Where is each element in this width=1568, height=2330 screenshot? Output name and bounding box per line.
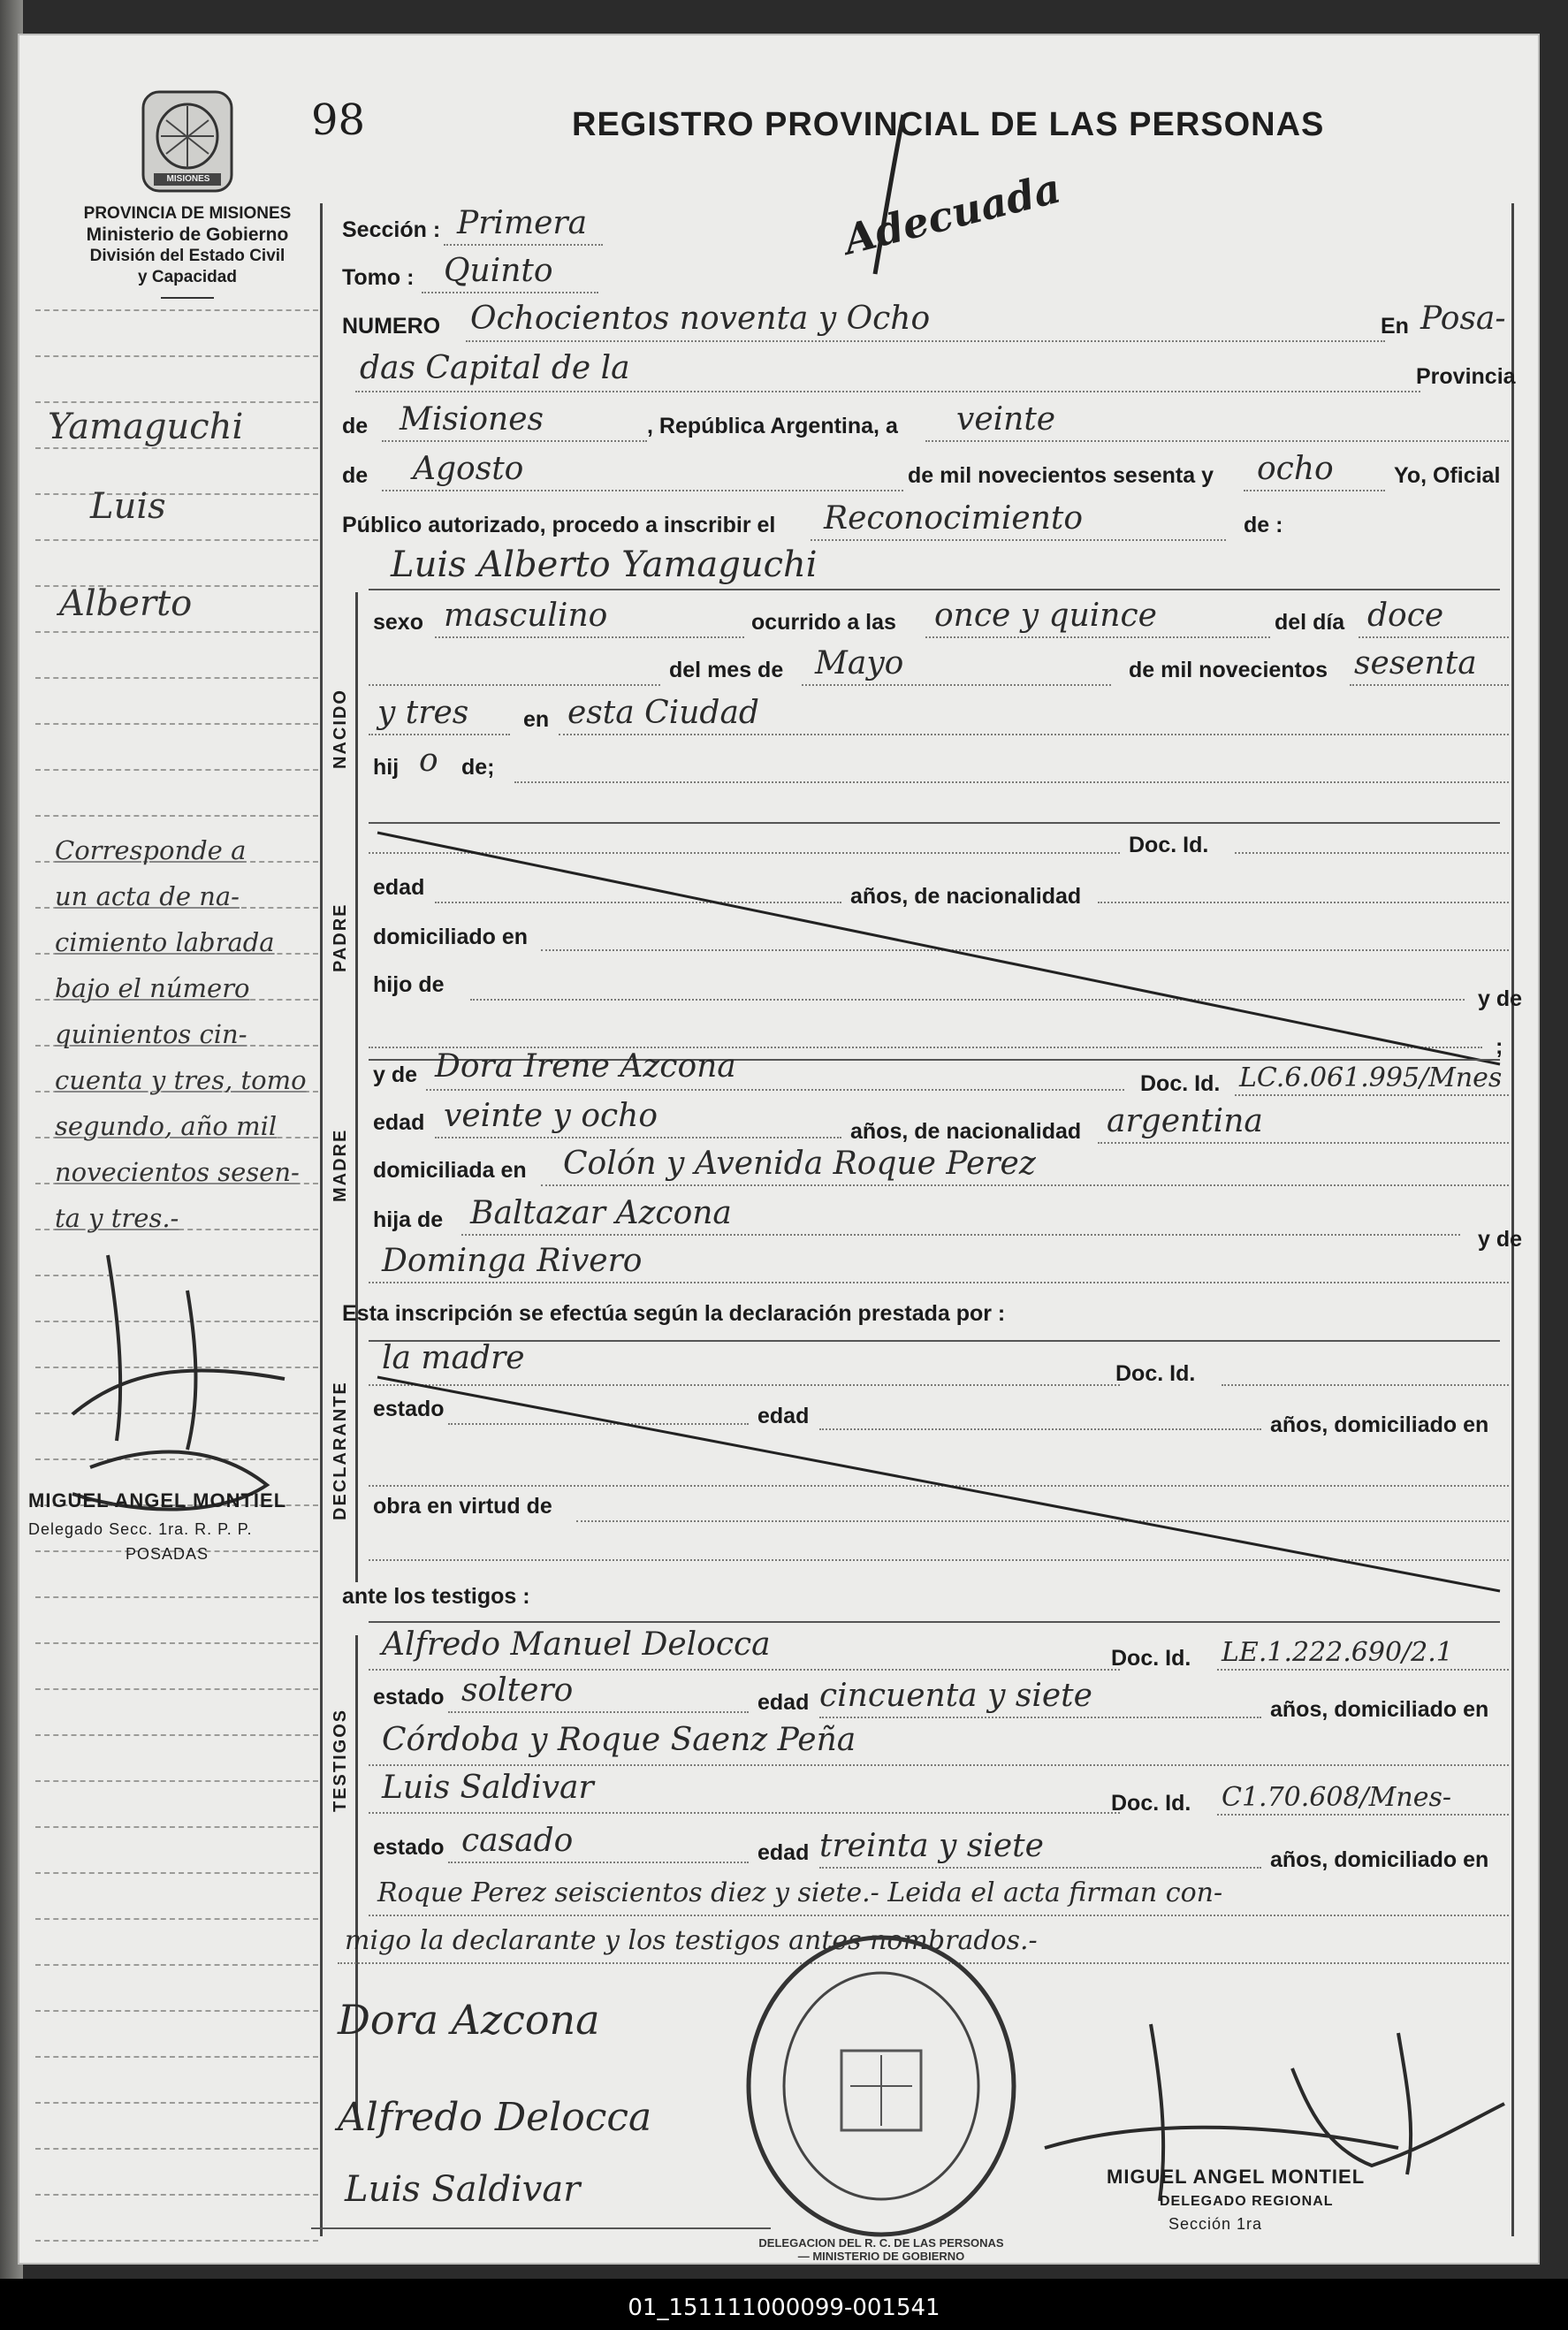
line-numero	[466, 340, 1385, 342]
label-obra: obra en virtud de	[373, 1494, 552, 1519]
margin-note-4: bajo el número	[55, 973, 250, 1003]
margin-rule-line	[35, 1688, 318, 1690]
line-hij	[514, 781, 1509, 783]
section-label-nacido: NACIDO	[331, 689, 350, 769]
value-cierre-1: Roque Perez seiscientos diez y siete.- Leida el acta firman con-	[377, 1877, 1223, 1908]
line-mes-nac	[802, 684, 1111, 686]
margin-rule-line	[35, 447, 318, 449]
label-madre-edad: edad	[373, 1110, 425, 1135]
ministry-divider	[161, 297, 214, 299]
page-title: REGISTRO PROVINCIAL DE LAS PERSONAS	[572, 106, 1325, 143]
line-testigo1-dom	[369, 1764, 1509, 1766]
margin-rule-line	[35, 1734, 318, 1736]
label-numero: NUMERO	[342, 314, 441, 339]
line-testigo2-edad	[819, 1867, 1261, 1869]
margin-rule-line	[35, 493, 318, 495]
value-ano: ocho	[1257, 451, 1334, 487]
label-de-prov: de	[342, 414, 369, 438]
value-city: das Capital de la	[360, 350, 630, 386]
value-testigo2-edad: treinta y siete	[819, 1828, 1044, 1864]
margin-rule-line	[35, 1964, 318, 1966]
value-testigo1-nombre: Alfredo Manuel Delocca	[382, 1626, 771, 1663]
line-testigo1-edad	[819, 1717, 1261, 1718]
margin-rule-line	[35, 401, 318, 403]
section-label-declarante: DECLARANTE	[331, 1381, 350, 1520]
value-nombre: Luis Alberto Yamaguchi	[391, 544, 818, 585]
label-madre-nac: años, de nacionalidad	[850, 1119, 1082, 1144]
value-seccion: Primera	[457, 205, 588, 241]
margin-rule-line	[35, 2148, 318, 2150]
label-testigo1-anos: años, domiciliado en	[1270, 1697, 1489, 1722]
footer-official-name: MIGUEL ANGEL MONTIEL	[1107, 2166, 1366, 2188]
value-madre-nombre: Dora Irene Azcona	[435, 1048, 736, 1085]
line-cierre-1	[369, 1915, 1509, 1916]
image-caption: 01_151111000099-001541	[628, 2295, 940, 2321]
line-madre-nac	[1098, 1142, 1509, 1144]
margin-rule-line	[35, 309, 318, 311]
value-hora: once y quince	[934, 598, 1157, 634]
label-testigo2-doc: Doc. Id.	[1111, 1791, 1191, 1816]
line-dia-nac	[1359, 636, 1509, 638]
margin-rule-line	[35, 1918, 318, 1920]
line-testigo2-estado	[448, 1862, 749, 1863]
testigos-top-rule	[369, 1621, 1500, 1623]
label-republica: , República Argentina, a	[647, 414, 898, 438]
section-label-testigos: TESTIGOS	[331, 1708, 350, 1812]
signature-madre: Dora Azcona	[338, 1996, 600, 2044]
label-sexo: sexo	[373, 610, 423, 635]
seal-caption: MISIONES	[166, 174, 210, 184]
margin-rule-line	[35, 2194, 318, 2196]
line-ano-nac	[1350, 684, 1509, 686]
label-provincia: Provincia	[1416, 364, 1516, 389]
label-de-hij: de;	[461, 755, 495, 780]
value-lugar: esta Ciudad	[567, 695, 759, 731]
label-madre-hija: hija de	[373, 1207, 444, 1232]
value-declarante: la madre	[382, 1340, 525, 1376]
value-testigo2-nombre: Luis Saldivar	[382, 1770, 594, 1806]
section-label-madre: MADRE	[331, 1128, 350, 1202]
line-nombre	[369, 589, 1500, 590]
label-de-acto: de :	[1244, 513, 1283, 537]
ministry-line-2: Ministerio de Gobierno	[86, 225, 289, 245]
margin-rule-line	[35, 631, 318, 633]
margin-rule-line	[35, 1642, 318, 1644]
margin-note-6: cuenta y tres, tomo	[55, 1065, 307, 1095]
value-madre-padre: Baltazar Azcona	[470, 1195, 732, 1231]
section-label-padre: PADRE	[331, 902, 350, 972]
label-padre-nac: años, de nacionalidad	[850, 884, 1082, 909]
line-madre-doc	[1235, 1094, 1509, 1096]
label-de-mil: de mil novecientos sesenta y	[908, 463, 1214, 488]
line-ano	[1244, 490, 1385, 491]
margin-rule-line	[35, 1780, 318, 1782]
label-padre-dom: domiciliado en	[373, 925, 529, 949]
label-testigo1-estado: estado	[373, 1685, 445, 1709]
margin-rule-line	[35, 539, 318, 541]
label-padre-semicolon: ;	[1496, 1034, 1503, 1059]
signature-testigo2: Luis Saldivar	[345, 2169, 581, 2210]
label-esta-inscripcion: Esta inscripción se efectúa según la declaración prestada por :	[342, 1301, 1006, 1326]
label-madre-dom: domiciliada en	[373, 1158, 527, 1183]
label-padre-hijo: hijo de	[373, 972, 445, 997]
label-ante-testigos: ante los testigos :	[342, 1584, 530, 1609]
value-madre-nac: argentina	[1107, 1103, 1263, 1139]
value-mes: Agosto	[413, 451, 524, 487]
label-seccion: Sección :	[342, 217, 441, 242]
official-round-seal-icon	[735, 1927, 1027, 2245]
stamp-stroke-icon	[868, 106, 921, 283]
line-seccion	[444, 244, 603, 246]
margin-official-city: POSADAS	[126, 1545, 209, 1563]
value-dia: veinte	[956, 401, 1056, 438]
label-padre-doc: Doc. Id.	[1129, 833, 1209, 857]
label-del-dia: del día	[1275, 610, 1345, 635]
value-testigo2-doc: C1.70.608/Mnes-	[1222, 1782, 1451, 1813]
adecuada-stamp: Adecuada	[839, 164, 1066, 264]
registry-page	[19, 35, 1538, 2263]
label-testigo2-anos: años, domiciliado en	[1270, 1847, 1489, 1872]
margin-official-title: Delegado Secc. 1ra. R. P. P.	[28, 1520, 253, 1538]
margin-rule-line	[35, 677, 318, 679]
label-en: En	[1381, 314, 1409, 339]
margin-rule-line	[35, 1872, 318, 1874]
ministry-block	[46, 203, 329, 299]
margin-rule-line	[35, 1826, 318, 1828]
line-madre-edad	[435, 1137, 841, 1138]
margin-note-3: cimiento labrada	[55, 927, 275, 957]
value-madre-madre: Dominga Rivero	[382, 1243, 643, 1279]
line-blank-mes	[369, 684, 660, 686]
left-margin-rule	[320, 203, 323, 2236]
margin-rule-line	[35, 2010, 318, 2012]
value-testigo1-dom: Córdoba y Roque Saenz Peña	[382, 1722, 856, 1758]
line-provincia	[382, 440, 647, 442]
label-madre-doc: Doc. Id.	[1140, 1071, 1221, 1096]
label-declarante-anos: años, domiciliado en	[1270, 1412, 1489, 1437]
value-sexo: masculino	[444, 598, 608, 634]
label-hij: hij	[373, 755, 400, 780]
label-tomo: Tomo :	[342, 265, 415, 290]
value-madre-dom: Colón y Avenida Roque Perez	[563, 1146, 1036, 1182]
value-provincia: Misiones	[400, 401, 544, 438]
line-madre-madre	[369, 1282, 1509, 1283]
line-testigo1-estado	[448, 1711, 749, 1713]
line-city	[355, 391, 1420, 392]
footer-official-section: Sección 1ra	[1168, 2215, 1263, 2233]
value-madre-edad: veinte y ocho	[444, 1098, 658, 1134]
value-acto: Reconocimiento	[824, 500, 1084, 537]
ministry-line-3: División del Estado Civil	[89, 247, 285, 265]
line-testigo2-nombre	[369, 1812, 1120, 1814]
margin-rule-line	[35, 815, 318, 817]
footer-official-title: DELEGADO REGIONAL	[1160, 2194, 1334, 2209]
value-ano-nac-b: y tres	[377, 695, 469, 731]
label-madre-y-de: y de	[373, 1062, 418, 1087]
value-dia-nac: doce	[1367, 598, 1444, 634]
line-tomo	[422, 292, 598, 293]
label-testigo2-estado: estado	[373, 1835, 445, 1860]
margin-note-5: quinientos cin-	[55, 1019, 247, 1049]
value-testigo1-estado: soltero	[461, 1672, 574, 1709]
margin-rule-line	[35, 355, 318, 357]
label-padre-y-de: y de	[1478, 986, 1523, 1011]
label-del-mes: del mes de	[669, 658, 784, 682]
label-declarante-doc: Doc. Id.	[1115, 1361, 1196, 1386]
signature-testigo1: Alfredo Delocca	[338, 2095, 652, 2140]
margin-rule-line	[35, 2056, 318, 2058]
line-madre-dom	[541, 1184, 1509, 1186]
label-en-lugar: en	[523, 707, 550, 732]
margin-note-9: ta y tres.-	[55, 1203, 179, 1233]
margin-rule-line	[35, 2102, 318, 2104]
value-en: Posa-	[1420, 301, 1506, 337]
line-testigo1-doc	[1217, 1669, 1509, 1671]
label-ocurrido: ocurrido a las	[751, 610, 896, 635]
line-dia	[925, 440, 1509, 442]
label-declarante-edad: edad	[757, 1404, 810, 1428]
margin-note-7: segundo, año mil	[55, 1111, 278, 1141]
margin-note-1: Corresponde a	[55, 835, 247, 865]
margin-signature-icon	[55, 1237, 320, 1529]
line-testigo1-nombre	[369, 1669, 1120, 1671]
label-declarante-estado: estado	[373, 1397, 445, 1421]
label-publico: Público autorizado, procedo a inscribir el	[342, 513, 776, 537]
line-testigo2-doc	[1217, 1814, 1509, 1816]
label-padre-edad: edad	[373, 875, 425, 900]
margin-official-name: MIGUEL ANGEL MONTIEL	[28, 1489, 287, 1511]
signature-baseline	[311, 2227, 771, 2229]
margin-rule-line	[35, 723, 318, 725]
value-testigo2-estado: casado	[461, 1823, 574, 1859]
padre-cancel-stroke	[369, 824, 1509, 1071]
line-sexo	[435, 636, 744, 638]
ministry-line-4: y Capacidad	[138, 268, 237, 286]
value-mes-nac: Mayo	[815, 645, 904, 681]
line-mes	[382, 490, 903, 491]
value-ano-nac-a: sesenta	[1354, 645, 1477, 681]
line-ano-nac-b	[369, 734, 510, 735]
margin-rule-line	[35, 1596, 318, 1598]
folio-number: 98	[311, 95, 366, 145]
line-lugar	[559, 734, 1509, 735]
label-de-mil-nov: de mil novecientos	[1129, 658, 1328, 682]
label-de-mes: de	[342, 463, 369, 488]
margin-surname: Yamaguchi	[48, 407, 244, 447]
margin-note-8: novecientos sesen-	[55, 1157, 300, 1187]
ministry-line-1: PROVINCIA DE MISIONES	[83, 204, 292, 223]
value-cierre-2: migo la declarante y los testigos antes nombrados.-	[345, 1925, 1038, 1956]
value-tomo: Quinto	[444, 253, 553, 289]
value-madre-doc: LC.6.061.995/Mnes	[1239, 1062, 1503, 1093]
right-margin-rule	[1511, 203, 1514, 2236]
label-testigo2-edad: edad	[757, 1840, 810, 1865]
line-madre-nombre	[426, 1089, 1124, 1091]
line-acto	[811, 539, 1226, 541]
line-hora	[925, 636, 1270, 638]
margin-rule-line	[35, 2240, 318, 2242]
label-testigo1-edad: edad	[757, 1690, 810, 1715]
value-hij-suffix: o	[419, 742, 438, 779]
inner-section-rule	[355, 592, 358, 1582]
margin-name-2: Alberto	[59, 583, 193, 624]
value-testigo1-edad: cincuenta y siete	[819, 1678, 1092, 1714]
label-madre-y-de-2: y de	[1478, 1227, 1523, 1252]
margin-note-2: un acta de na-	[55, 881, 240, 911]
value-numero: Ochocientos noventa y Ocho	[470, 301, 931, 337]
margin-name-1: Luis	[90, 486, 166, 527]
declarante-cancel-stroke	[369, 1342, 1509, 1598]
label-yo-oficial: Yo, Oficial	[1394, 463, 1501, 488]
round-seal-text: DELEGACION DEL R. C. DE LAS PERSONAS — MINISTERIO DE GOBIERNO	[758, 2236, 1004, 2263]
line-madre-hija	[461, 1234, 1460, 1236]
value-testigo1-doc: LE.1.222.690/2.1	[1222, 1637, 1453, 1668]
label-testigo1-doc: Doc. Id.	[1111, 1646, 1191, 1671]
margin-rule-line	[35, 769, 318, 771]
